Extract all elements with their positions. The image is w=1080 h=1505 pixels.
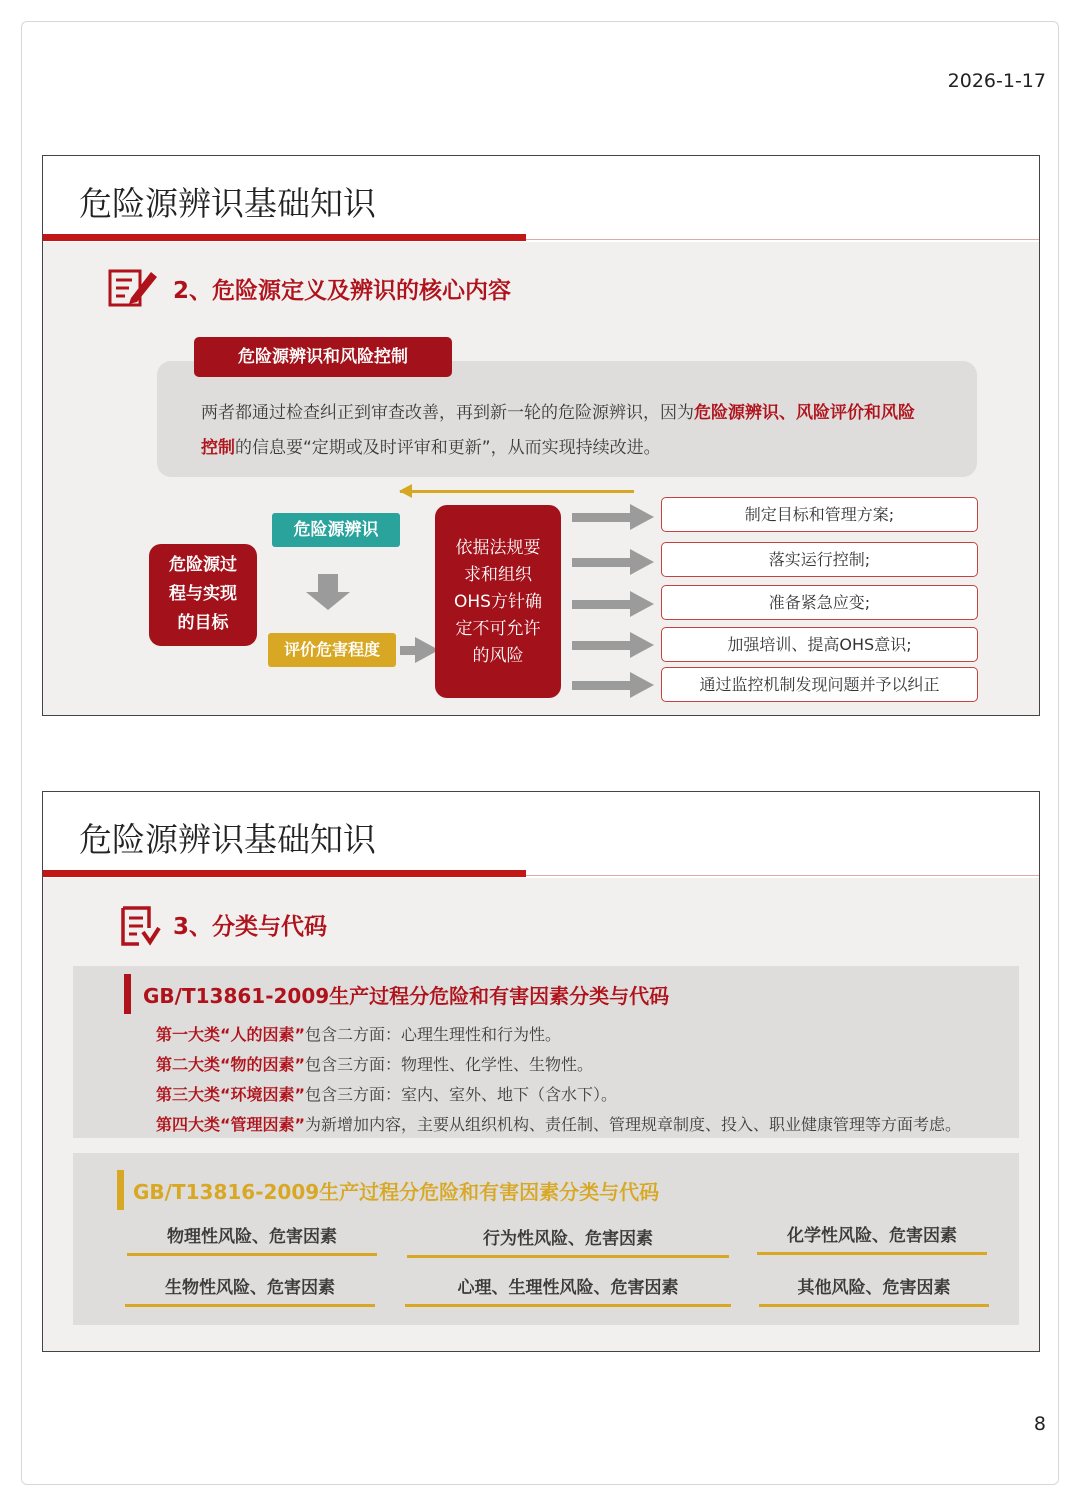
document-list-icon — [119, 904, 161, 948]
arrow-shaft — [572, 641, 632, 650]
category-line — [156, 1082, 617, 1105]
edit-note-icon — [107, 266, 159, 308]
category-line — [156, 1112, 961, 1135]
category-name: 第二大类“物的因素” — [156, 1055, 306, 1074]
output-item: 落实运行控制; — [661, 542, 978, 577]
evaluate-box: 评价危害程度 — [268, 633, 396, 667]
output-item: 通过监控机制发现问题并予以纠正 — [661, 667, 978, 702]
page-number: 8 — [1033, 1413, 1046, 1435]
down-arrow-shaft — [318, 574, 338, 594]
identify-box: 危险源辨识 — [272, 513, 400, 547]
standard1-title: GB/T13861-2009生产过程分危险和有害因素分类与代码 — [143, 984, 670, 1008]
title-underline — [43, 870, 526, 877]
slide-hazard-definition — [42, 155, 1040, 716]
standard2-title: GB/T13816-2009生产过程分危险和有害因素分类与代码 — [133, 1180, 660, 1204]
category-desc: 包含三方面：室内、室外、地下（含水下）。 — [305, 1085, 618, 1104]
factor-item: 心理、生理性风险、危害因素 — [405, 1273, 731, 1307]
category-desc: 包含三方面：物理性、化学性、生物性。 — [305, 1055, 594, 1074]
arrow-shaft — [572, 558, 632, 567]
slide-header — [43, 792, 1039, 878]
arrow-shaft — [572, 513, 632, 522]
down-arrow-icon — [306, 592, 350, 610]
goal-box-line: 的目标 — [177, 613, 229, 633]
standard2-marker — [117, 1170, 124, 1210]
output-item: 加强培训、提高OHS意识; — [661, 627, 978, 662]
summary-tag: 危险源辨识和风险控制 — [194, 337, 452, 377]
output-item: 准备紧急应变; — [661, 585, 978, 620]
risk-decision-box — [435, 505, 561, 698]
category-name: 第三大类“环境因素” — [156, 1085, 306, 1104]
right-arrow-icon — [630, 549, 654, 575]
slide-title: 危险源辨识基础知识 — [79, 184, 376, 223]
slide-header — [43, 156, 1039, 242]
summary-highlight: 危险源辨识、风险评价和风险控制 — [201, 403, 915, 458]
title-rule — [526, 239, 1039, 240]
output-item: 制定目标和管理方案; — [661, 497, 978, 532]
page-date: 2026-1-17 — [947, 70, 1046, 92]
right-arrow-icon — [630, 591, 654, 617]
category-name: 第一大类“人的因素” — [156, 1025, 306, 1044]
section-heading: 3、分类与代码 — [173, 914, 328, 940]
factor-item: 其他风险、危害因素 — [759, 1273, 989, 1307]
goal-box-line: 程与实现 — [169, 584, 237, 604]
section-heading: 2、危险源定义及辨识的核心内容 — [173, 278, 512, 304]
goal-box — [149, 544, 257, 646]
risk-box-line: 的风险 — [472, 646, 524, 666]
factor-item: 化学性风险、危害因素 — [757, 1221, 987, 1255]
summary-text-part1: 两者都通过检查纠正到审查改善，再到新一轮的危险源辨识，因为 — [201, 403, 694, 423]
right-arrow-icon — [630, 672, 654, 698]
category-desc: 包含二方面：心理生理性和行为性。 — [305, 1025, 562, 1044]
risk-box-line: 定不可允许 — [455, 619, 541, 639]
feedback-arrow — [400, 490, 634, 493]
right-arrow-icon — [630, 632, 654, 658]
category-line — [156, 1052, 593, 1075]
arrow-shaft — [572, 600, 632, 609]
summary-text — [201, 396, 931, 466]
title-underline — [43, 234, 526, 241]
category-name: 第四大类“管理因素” — [156, 1115, 306, 1134]
slide-title: 危险源辨识基础知识 — [79, 820, 376, 859]
category-desc: 为新增加内容，主要从组织机构、责任制、管理规章制度、投入、职业健康管理等方面考虑。 — [305, 1115, 962, 1134]
risk-box-line: OHS方针确 — [454, 592, 542, 612]
category-line — [156, 1022, 561, 1045]
factor-item: 物理性风险、危害因素 — [127, 1222, 377, 1256]
slide-classification — [42, 791, 1040, 1352]
right-arrow-icon — [630, 504, 654, 530]
factor-item: 生物性风险、危害因素 — [125, 1273, 375, 1307]
standard1-marker — [124, 974, 131, 1014]
goal-box-line: 危险源过 — [169, 555, 237, 575]
title-rule — [526, 875, 1039, 876]
risk-box-line: 依据法规要 — [455, 538, 541, 558]
risk-box-line: 求和组织 — [464, 565, 532, 585]
factor-item: 行为性风险、危害因素 — [407, 1224, 729, 1258]
arrow-shaft — [572, 681, 632, 690]
summary-text-part2: 的信息要“定期或及时评审和更新”，从而实现持续改进。 — [235, 438, 661, 458]
